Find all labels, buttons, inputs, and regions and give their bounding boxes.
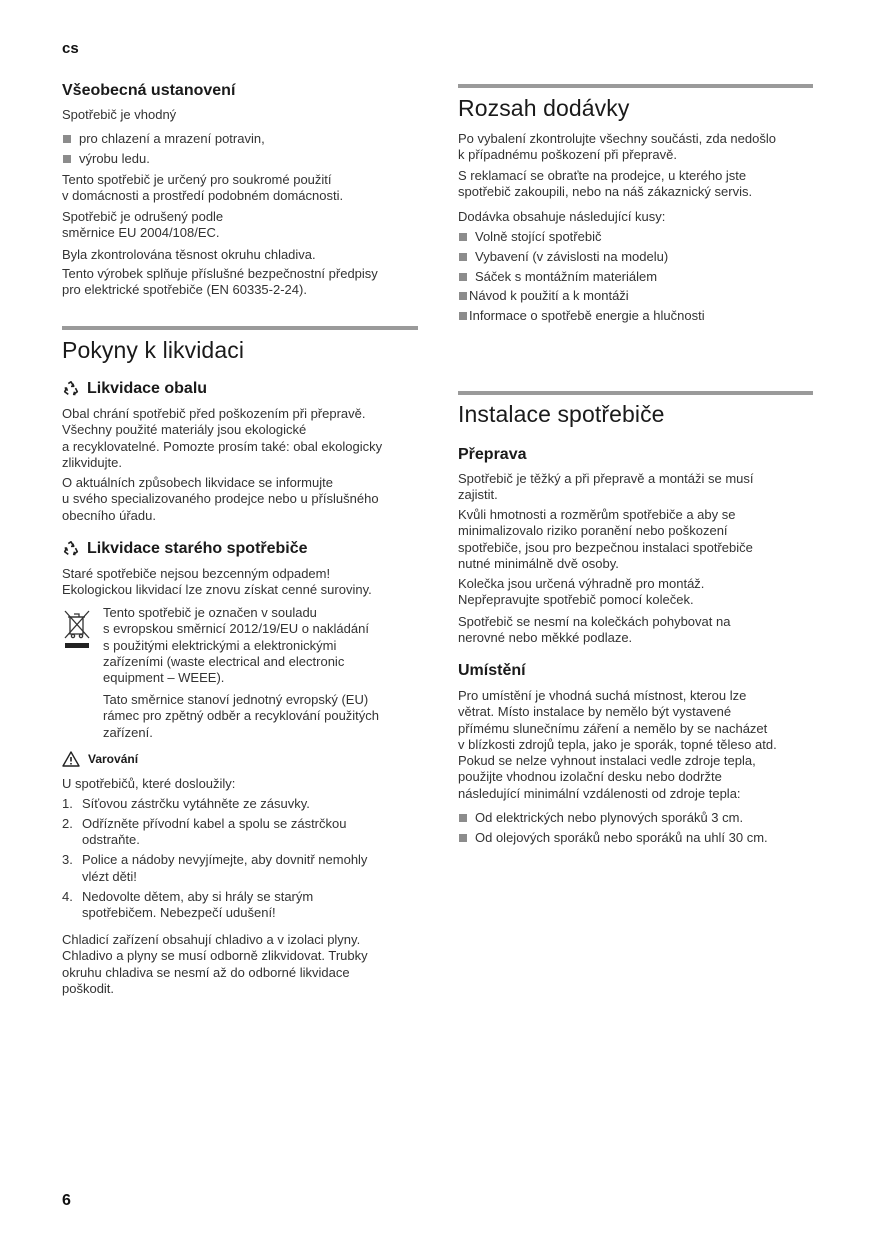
list-item: Od olejových sporáků nebo sporáků na uhlí 30 cm. (458, 830, 813, 846)
placement-paragraph: Pro umístění je vhodná suchá místnost, kterou lze větrat. Místo instalace by nemělo být vystavené přímému slunečnímu záření a nemělo by se nacházet v blízkosti zdrojů tepla, jako je sporák, topné těleso atd. Pokud se nelze vyhnout instalaci vedle zdroje tepla, použijte vhodnou izolační desku nebo dodržte následující minimální vzdálenosti od zdroje tepla: (458, 688, 777, 801)
general-uses-list (62, 131, 418, 171)
old-appliance-disposal-heading (62, 540, 308, 558)
general-intro: Spotřebič je vhodný (62, 107, 177, 122)
list-item: Vybavení (v závislosti na modelu) (458, 249, 813, 265)
warning-intro: U spotřebičů, které dosloužily: (62, 776, 236, 791)
section-rule (458, 391, 813, 395)
transport-heading: Přeprava (458, 446, 527, 463)
transport-paragraph: Spotřebič je těžký a při přepravě a montáži se musí zajistit. (458, 471, 754, 503)
step-number: 1. (62, 796, 73, 811)
old-appliance-heading-text: Likvidace starého spotřebiče (87, 540, 308, 557)
general-paragraph: Spotřebič je odrušený podle směrnice EU 2004/108/EC. (62, 209, 224, 241)
list-item (62, 852, 418, 885)
page-number: 6 (62, 1192, 71, 1209)
packaging-disposal-heading-text: Likvidace obalu (87, 380, 208, 397)
step-number: 4. (62, 888, 73, 904)
section-rule (458, 84, 813, 88)
general-paragraph: Byla zkontrolována těsnost okruhu chladiva. (62, 247, 316, 262)
list-item: výrobu ledu. (62, 151, 418, 167)
crossed-out-bin-icon (62, 608, 92, 650)
delivery-paragraph: Po vybalení zkontrolujte všechny součásti, zda nedošlo k případnému poškození při přepravě. (458, 131, 776, 163)
warning-steps-list (62, 796, 418, 925)
list-item: Návod k použití a k montáži (458, 288, 813, 304)
delivery-items-list (458, 229, 813, 289)
warning-closing-paragraph: Chladicí zařízení obsahují chladivo a v izolaci plyny. Chladivo a plyny se musí odborně zlikvidovat. Trubky okruhu chladiva se nesmí až do odborné likvidace poškodit. (62, 932, 368, 996)
list-item: Volně stojící spotřebič (458, 229, 813, 245)
step-text: Police a nádoby nevyjímejte, aby dovnitř nemohly vlézt děti! (82, 852, 368, 884)
delivery-paragraph: Dodávka obsahuje následující kusy: (458, 209, 666, 224)
weee-paragraph: Tento spotřebič je označen v souladu s evropskou směrnicí 2012/19/EU o nakládání s použitými elektrickými a elektronickými zařízeními (waste electrical and electronic equipment – WEEE). (103, 605, 369, 686)
transport-paragraph: Spotřebič se nesmí na kolečkách pohybovat na nerovné nebo měkké podlaze. (458, 614, 731, 646)
transport-paragraph: Kvůli hmotnosti a rozměrům spotřebiče a aby se minimalizovalo riziko poranění nebo poškození spotřebiče, jsou pro bezpečnou instalaci spotřebiče nutné minimálně dvě osoby. (458, 507, 753, 571)
list-item: Informace o spotřebě energie a hlučnosti (458, 308, 813, 324)
delivery-paragraph: S reklamací se obraťte na prodejce, u kterého jste spotřebič zakoupili, nebo na náš zákaznický servis. (458, 168, 753, 200)
step-text: Nedovolte dětem, aby si hrály se starým spotřebičem. Nebezpečí udušení! (82, 888, 314, 921)
step-number: 3. (62, 852, 73, 868)
delivery-items-list-continued (458, 288, 813, 328)
step-text: Síťovou zástrčku vytáhněte ze zásuvky. (82, 796, 310, 811)
disposal-title: Pokyny k likvidaci (62, 337, 245, 363)
transport-paragraph: Kolečka jsou určená výhradně pro montáž. Nepřepravujte spotřebič pomocí koleček. (458, 576, 705, 608)
warning-triangle-icon (62, 751, 80, 767)
placement-heading: Umístění (458, 662, 526, 679)
packaging-disposal-heading (62, 380, 207, 398)
placement-distances-list (458, 810, 813, 850)
packaging-paragraph: O aktuálních způsobech likvidace se informujte u svého specializovaného prodejce nebo u příslušného obecního úřadu. (62, 475, 379, 523)
list-item: Od elektrických nebo plynových sporáků 3 cm. (458, 810, 813, 826)
list-item: Sáček s montážním materiálem (458, 269, 813, 285)
list-item (62, 796, 418, 812)
warning-label-text: Varování (88, 752, 139, 766)
step-text: Odřízněte přívodní kabel a spolu se zástrčkou odstraňte. (82, 816, 347, 848)
list-item (62, 816, 418, 849)
list-item (62, 889, 418, 922)
installation-title: Instalace spotřebiče (458, 401, 665, 427)
warning-label (62, 751, 138, 767)
language-code: cs (62, 40, 79, 57)
packaging-paragraph: Obal chrání spotřebič před poškozením při přepravě. Všechny použité materiály jsou ekologické a recyklovatelné. Pomozte prosím také: obal ekologicky zlikvidujte. (62, 406, 383, 470)
list-item: pro chlazení a mrazení potravin, (62, 131, 418, 147)
weee-paragraph: Tato směrnice stanoví jednotný evropský (EU) rámec pro zpětný odběr a recyklování použitých zařízení. (103, 692, 380, 740)
old-appliance-paragraph: Staré spotřebiče nejsou bezcenným odpadem! Ekologickou likvidací lze znovu získat cenné suroviny. (62, 566, 372, 598)
general-paragraph: Tento spotřebič je určený pro soukromé použití v domácnosti a prostředí podobném domácnosti. (62, 172, 344, 204)
recycle-icon (62, 380, 80, 398)
general-provisions-heading: Všeobecná ustanovení (62, 82, 236, 99)
delivery-title: Rozsah dodávky (458, 95, 630, 121)
step-number: 2. (62, 816, 73, 832)
section-rule (62, 326, 418, 330)
recycle-icon (62, 540, 80, 558)
general-paragraph: Tento výrobek splňuje příslušné bezpečnostní předpisy pro elektrické spotřebiče (EN 60335-2-24). (62, 266, 378, 298)
